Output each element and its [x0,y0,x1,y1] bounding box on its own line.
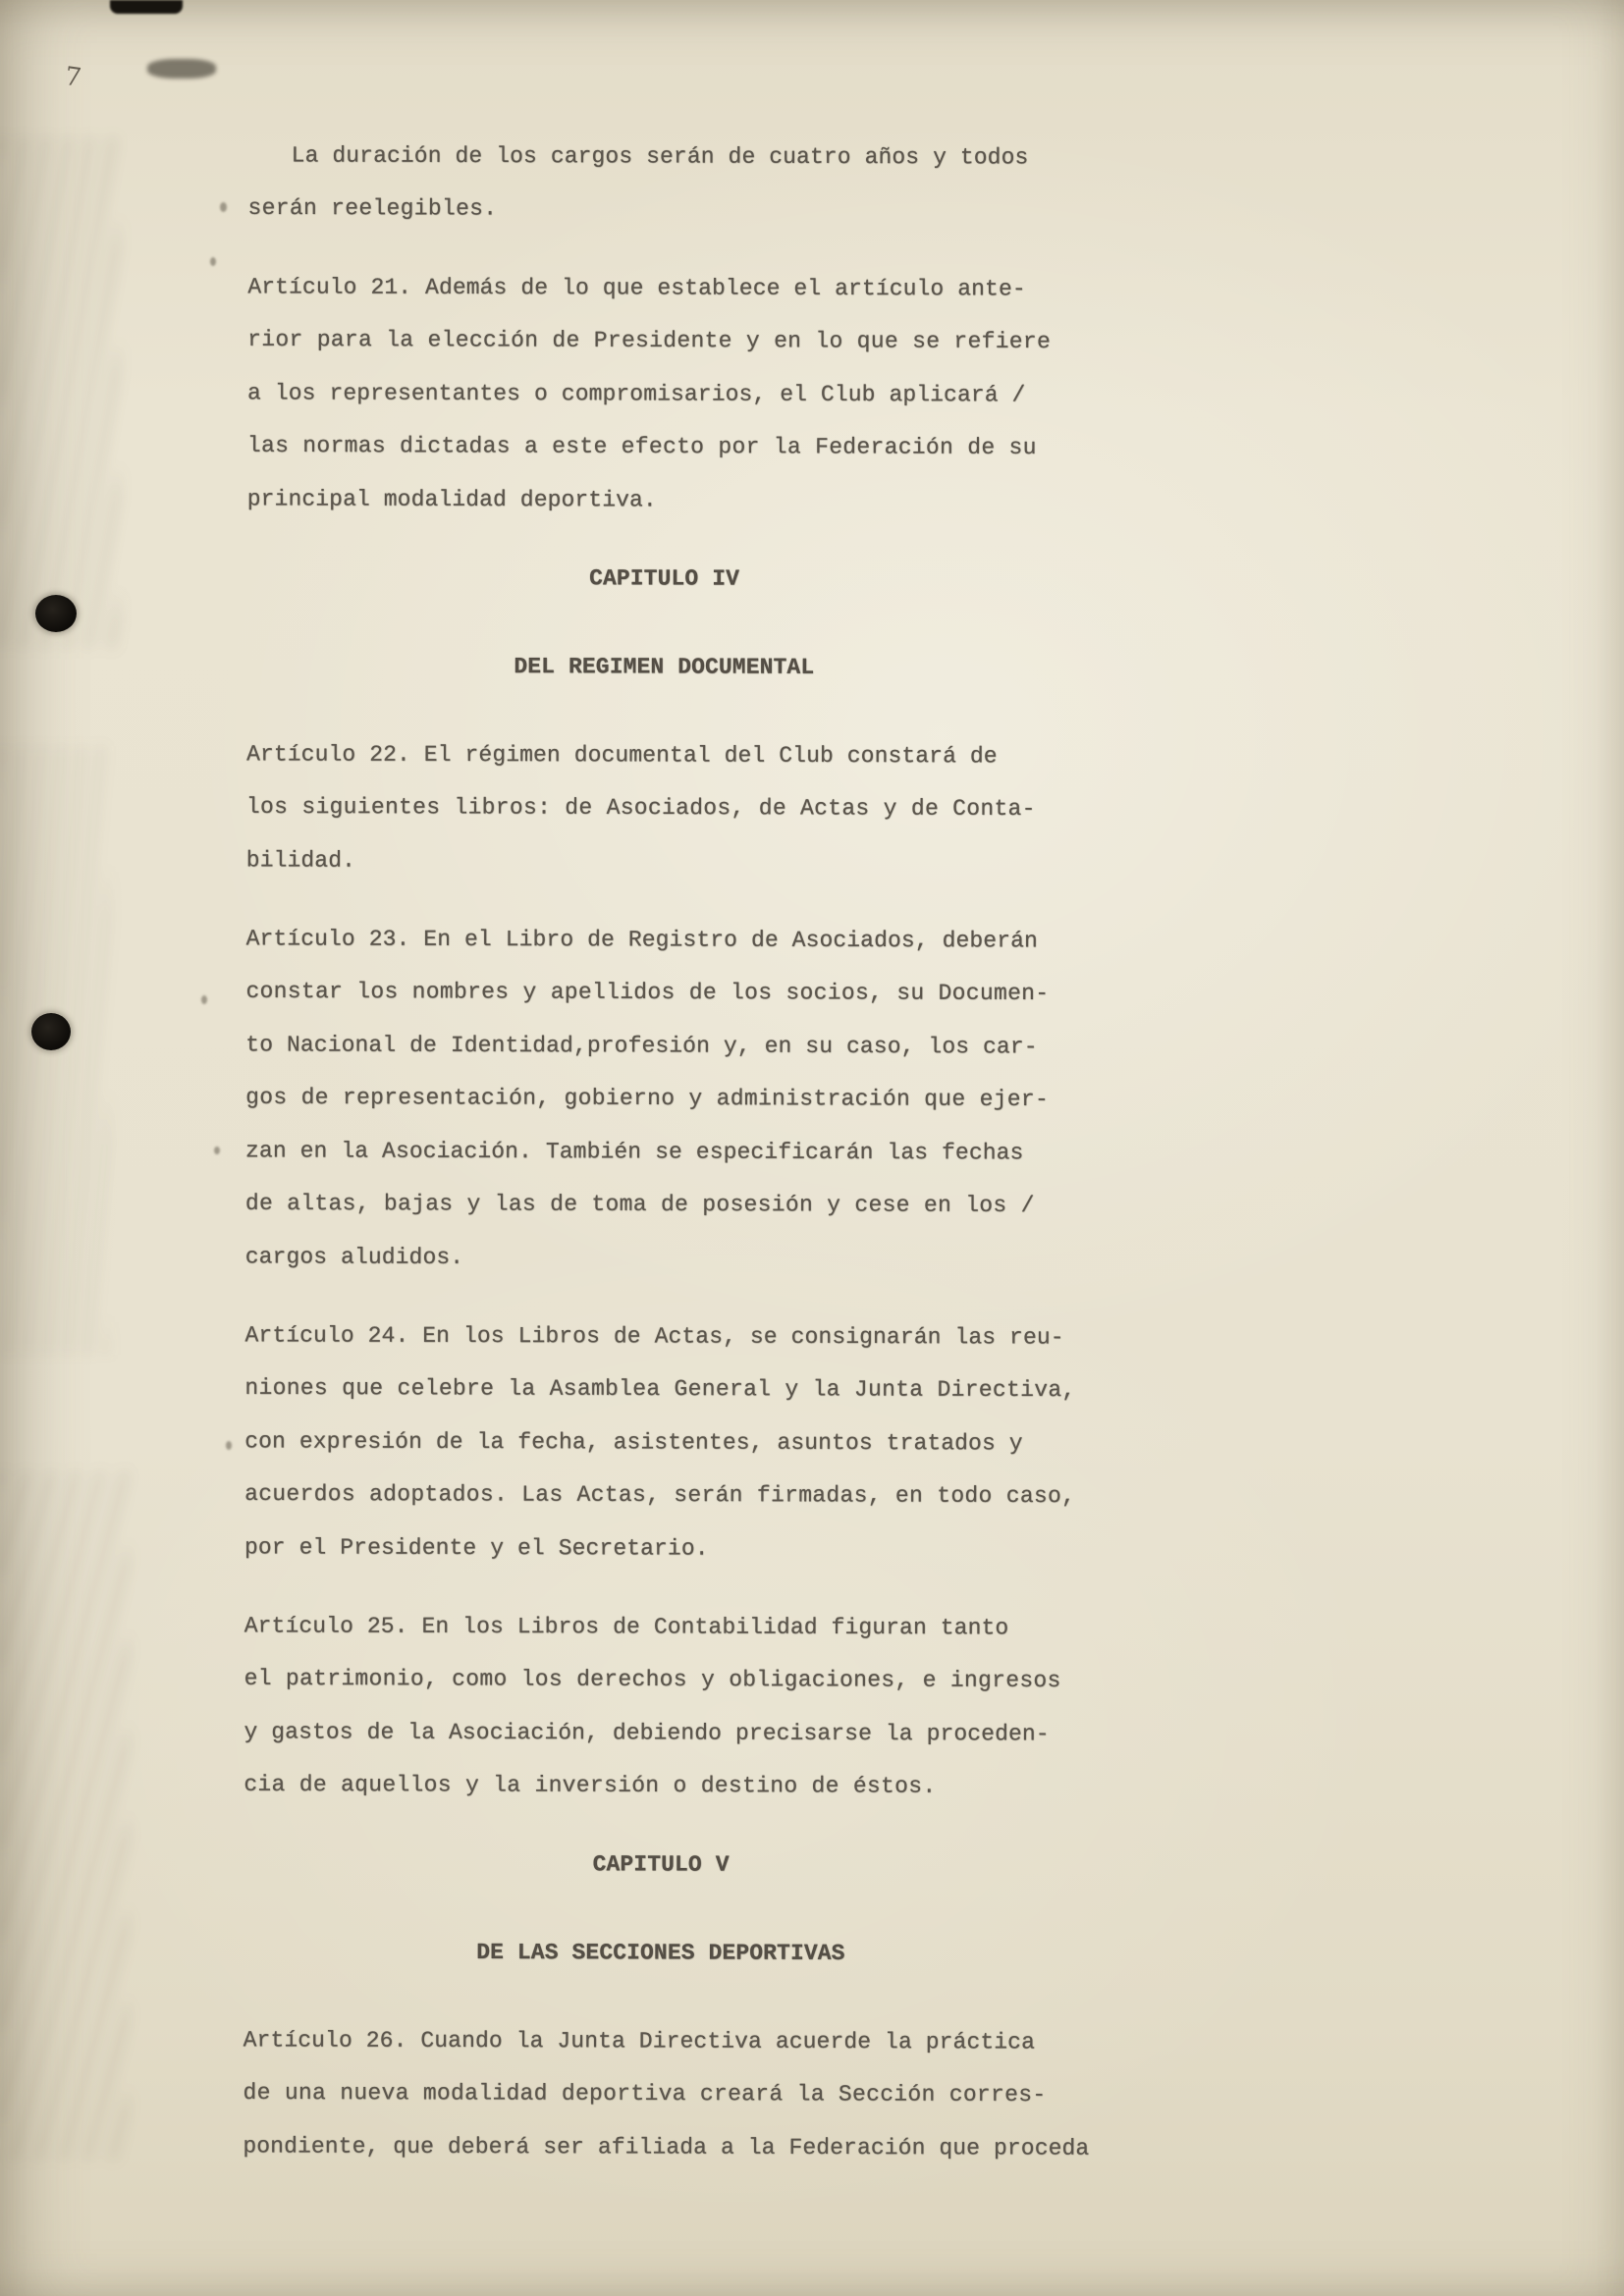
chapter-heading [246,551,1081,606]
text-line: por el Presidente y el Secretario. [244,1534,709,1562]
ink-smear [147,59,216,79]
ink-speck [214,1147,220,1154]
text-line: Artículo 24. En los Libros de Actas, se consignarán las reu- [244,1322,1064,1351]
text-line: Artículo 21. Además de lo que establece el artículo ante- [247,274,1026,302]
text-line: a los representantes o compromisarios, el Club aplicará / [247,380,1026,408]
paragraph [246,727,1081,888]
text-line: las normas dictadas a este efecto por la Federación de su [246,432,1037,460]
text-line: CAPITULO V [592,1851,730,1878]
text-line: principal modalidad deportiva. [246,486,657,513]
document-content [243,129,1090,2200]
text-line: serán reelegibles. [247,194,498,222]
punch-hole-bottom [31,1013,71,1050]
text-line: CAPITULO IV [589,565,740,592]
chapter-heading [244,1925,1078,1980]
edge-smudge [0,1472,128,2160]
text-line: Artículo 22. El régimen documental del Club constará de [246,741,998,770]
text-line: los siguientes libros: de Asociados, de Actas y de Conta- [245,793,1036,822]
text-line: el patrimonio, como los derechos y obligaciones, e ingresos [244,1665,1061,1694]
paragraph [243,2013,1090,2174]
text-line: constar los nombres y apellidos de los socios, su Documen- [245,978,1050,1007]
text-line: cargos aludidos. [244,1244,464,1270]
text-line: acuerdos adoptados. Las Actas, serán firmadas, en todo caso, [244,1480,1076,1510]
text-line: DE LAS SECCIONES DEPORTIVAS [476,1940,845,1966]
text-line: Artículo 23. En el Libro de Registro de Asociados, deberán [245,926,1038,954]
top-scan-mark [110,0,183,14]
ink-speck [201,995,207,1004]
edge-smudge [0,746,108,1355]
text-line: pondiente, que deberá ser afiliada a la Federación que proceda [243,2133,1090,2162]
paragraph [245,912,1081,1285]
paragraph [244,1599,1079,1813]
text-line: DEL REGIMEN DOCUMENTAL [514,654,815,680]
text-line: La duración de los cargos serán de cuatro años y todos [291,142,1029,171]
chapter-heading [244,1837,1078,1892]
handwritten-mark: 7 [62,61,83,94]
text-line: de una nueva modalidad deportiva creará la Sección corres- [243,2079,1047,2109]
ink-speck [220,202,227,212]
text-line: niones que celebre la Asamblea General y la Junta Directiva, [244,1374,1076,1404]
text-line: gos de representación, gobierno y administración que ejer- [245,1084,1050,1113]
ink-speck [226,1441,232,1450]
paragraph [247,129,1082,237]
text-line: con expresión de la fecha, asistentes, asuntos tratados y [244,1428,1023,1457]
chapter-heading [246,639,1081,694]
text-line: Artículo 26. Cuando la Junta Directiva acuerde la práctica [243,2027,1036,2056]
text-line: bilidad. [245,847,356,874]
punch-hole-top [35,595,77,632]
text-line: cia de aquellos y la inversión o destino de éstos. [244,1771,937,1799]
text-line: to Nacional de Identidad,profesión y, en su caso, los car- [245,1032,1038,1060]
paragraph [244,1308,1080,1575]
text-line: y gastos de la Asociación, debiendo precisarse la proceden- [244,1719,1050,1747]
text-line: Artículo 25. En los Libros de Contabilidad figuran tanto [244,1613,1009,1641]
paragraph [247,260,1083,527]
ink-speck [210,257,216,266]
text-line: rior para la elección de Presidente y en lo que se refiere [247,326,1052,355]
text-line: zan en la Asociación. También se especificarán las fechas [245,1138,1024,1166]
text-line: de altas, bajas y las de toma de posesión y cese en los / [244,1190,1035,1218]
edge-smudge [0,137,118,648]
